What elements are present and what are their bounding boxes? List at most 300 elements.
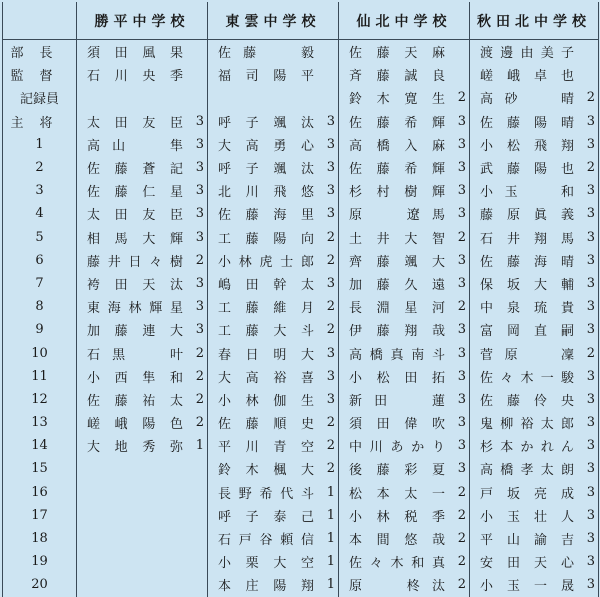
player-name: 佐 々 木 一 駿 [480, 370, 574, 386]
player-cell [470, 573, 599, 596]
player-cell [339, 318, 470, 341]
player-name: 杉 本 か れ ん [480, 440, 574, 456]
roster-row [3, 527, 599, 550]
roster-row [3, 202, 599, 225]
player-grade: 3 [195, 160, 204, 176]
player-cell [339, 411, 470, 434]
roster-row [3, 295, 599, 318]
player-cell [208, 481, 339, 504]
player-grade: 2 [457, 554, 466, 570]
player-cell [470, 504, 599, 527]
player-name: 伊 藤 翔 哉 [349, 324, 445, 340]
player-name: 平 川 青 空 [218, 440, 314, 456]
player-name: 原 遼 馬 [349, 208, 445, 224]
player-name: 小 林 虎 士 郎 [218, 254, 314, 270]
player-cell [77, 388, 208, 411]
player-cell [77, 133, 208, 156]
player-cell [208, 504, 339, 527]
player-cell [339, 226, 470, 249]
role-column-header [3, 2, 77, 40]
player-grade: 3 [457, 461, 466, 477]
player-name: 加 藤 連 大 [87, 324, 183, 340]
player-cell [208, 527, 339, 550]
player-grade: 2 [326, 322, 335, 338]
player-name: 原 柊 汰 [349, 579, 445, 595]
player-grade: 3 [195, 206, 204, 222]
player-cell [470, 63, 599, 86]
player-name: 小 玉 一 晟 [480, 579, 574, 595]
player-name: 石 戸 谷 頼 信 [218, 533, 314, 549]
player-name: 北 川 飛 悠 [218, 185, 314, 201]
player-name: 大 地 秀 弥 [87, 440, 183, 456]
player-grade: 3 [586, 206, 595, 222]
player-grade: 3 [586, 507, 595, 523]
player-cell [208, 295, 339, 318]
player-grade: 2 [326, 252, 335, 268]
roster-row [3, 40, 599, 64]
player-cell [208, 272, 339, 295]
player-cell [470, 434, 599, 457]
roster-row [3, 133, 599, 156]
roster-row [3, 110, 599, 133]
player-cell [77, 504, 208, 527]
player-cell [77, 249, 208, 272]
player-grade: 3 [457, 252, 466, 268]
player-cell [208, 156, 339, 179]
player-cell [77, 202, 208, 225]
player-name: 佐 藤 海 里 [218, 208, 314, 224]
school-header: 東雲中学校 [208, 2, 339, 40]
player-name: 高 橋 孝 太 朗 [480, 463, 574, 479]
player-cell [208, 573, 339, 596]
player-cell [339, 63, 470, 86]
player-name: 嵯 峨 陽 色 [87, 417, 183, 433]
school-header: 仙北中学校 [339, 2, 470, 40]
player-name: 佐 藤 天 麻 [349, 46, 445, 62]
player-grade: 3 [326, 160, 335, 176]
player-cell [77, 341, 208, 364]
player-cell [339, 202, 470, 225]
school-header: 勝平中学校 [77, 2, 208, 40]
player-name: 藤 井 日 々 樹 [87, 254, 183, 270]
player-name: 工 藤 維 月 [218, 301, 314, 317]
player-grade: 3 [457, 206, 466, 222]
player-cell [77, 63, 208, 86]
role-label: 13 [3, 411, 77, 434]
player-grade: 3 [457, 136, 466, 152]
player-name: 石 井 翔 馬 [480, 231, 574, 247]
player-cell [470, 411, 599, 434]
player-name: 石 黒 叶 [87, 347, 183, 363]
player-name: 小 玉 和 [480, 185, 574, 201]
player-cell [77, 40, 208, 64]
player-grade: 3 [586, 415, 595, 431]
player-cell [77, 110, 208, 133]
role-label: 8 [3, 295, 77, 318]
role-label: 16 [3, 481, 77, 504]
player-name: 藤 原 眞 義 [480, 208, 574, 224]
roster-row [3, 388, 599, 411]
roster-row [3, 318, 599, 341]
player-name: 高 山 隼 [87, 138, 183, 154]
role-label: 部長 [3, 40, 77, 64]
player-cell [339, 295, 470, 318]
player-name: 工 藤 陽 向 [218, 231, 314, 247]
role-label: 10 [3, 341, 77, 364]
player-cell [339, 573, 470, 596]
player-name: 東 海 林 輝 星 [87, 301, 183, 317]
player-cell [208, 110, 339, 133]
player-cell [470, 133, 599, 156]
player-grade: 3 [586, 391, 595, 407]
player-grade: 1 [326, 531, 335, 547]
player-name: 中 川 あ か り [349, 440, 445, 456]
player-name: 佐 藤 希 輝 [349, 115, 445, 131]
player-grade: 3 [586, 368, 595, 384]
role-label: 主将 [3, 110, 77, 133]
player-cell [77, 295, 208, 318]
player-cell [77, 365, 208, 388]
role-label: 20 [3, 573, 77, 596]
player-name: 佐 藤 蒼 記 [87, 162, 183, 178]
player-cell [339, 156, 470, 179]
player-cell [77, 573, 208, 596]
player-name: 小 西 隼 和 [87, 370, 183, 386]
player-grade: 3 [586, 531, 595, 547]
role-label: 記録員 [3, 86, 77, 109]
player-name: 佐 々 木 和 真 [349, 556, 445, 572]
school-header: 秋田北中学校 [470, 2, 599, 40]
player-name: 石 川 央 季 [87, 69, 183, 85]
player-name: 小 玉 壮 人 [480, 509, 574, 525]
player-name: 佐 藤 海 晴 [480, 254, 574, 270]
player-grade: 2 [457, 531, 466, 547]
player-name: 松 本 太 一 [349, 486, 445, 502]
player-grade: 3 [586, 554, 595, 570]
player-cell [339, 341, 470, 364]
player-name: 平 山 諭 吉 [480, 533, 574, 549]
player-cell [339, 86, 470, 109]
player-grade: 3 [457, 183, 466, 199]
player-grade: 3 [457, 415, 466, 431]
player-cell [470, 365, 599, 388]
player-grade: 2 [457, 484, 466, 500]
role-label: 18 [3, 527, 77, 550]
player-cell [470, 550, 599, 573]
player-grade: 2 [457, 229, 466, 245]
player-grade: 2 [457, 299, 466, 315]
header-row [3, 2, 599, 40]
player-name: 佐 藤 伶 央 [480, 393, 574, 409]
role-label: 5 [3, 226, 77, 249]
player-grade: 3 [586, 577, 595, 593]
player-grade: 3 [457, 368, 466, 384]
player-name: 新 田 蓮 [349, 393, 445, 409]
player-name: 大 高 勇 心 [218, 138, 314, 154]
player-grade: 1 [195, 438, 204, 454]
player-cell [208, 411, 339, 434]
player-cell [339, 133, 470, 156]
player-cell [208, 341, 339, 364]
roster-row [3, 573, 599, 596]
player-grade: 2 [586, 160, 595, 176]
player-name: 佐 藤 祐 太 [87, 393, 183, 409]
roster-row [3, 272, 599, 295]
player-name: 嶋 田 幹 太 [218, 277, 314, 293]
player-cell [339, 365, 470, 388]
role-label: 1 [3, 133, 77, 156]
player-cell [208, 63, 339, 86]
role-label: 11 [3, 365, 77, 388]
role-label: 15 [3, 457, 77, 480]
player-cell [470, 481, 599, 504]
player-grade: 3 [195, 322, 204, 338]
player-cell [470, 249, 599, 272]
player-name: 鈴 木 寛 生 [349, 92, 445, 108]
player-cell [208, 179, 339, 202]
player-grade: 3 [586, 229, 595, 245]
player-cell [208, 550, 339, 573]
role-label: 3 [3, 179, 77, 202]
player-cell [77, 226, 208, 249]
player-cell [208, 318, 339, 341]
player-name: 工 藤 大 斗 [218, 324, 314, 340]
player-cell [77, 527, 208, 550]
player-cell [77, 272, 208, 295]
player-name: 中 泉 琉 貴 [480, 301, 574, 317]
player-cell [208, 388, 339, 411]
player-grade: 3 [195, 183, 204, 199]
player-grade: 3 [586, 299, 595, 315]
player-grade: 3 [586, 275, 595, 291]
player-grade: 3 [326, 113, 335, 129]
player-grade: 3 [195, 299, 204, 315]
roster-row [3, 457, 599, 480]
player-grade: 3 [586, 461, 595, 477]
player-grade: 3 [457, 113, 466, 129]
player-name: 高 橋 入 麻 [349, 138, 445, 154]
player-cell [470, 179, 599, 202]
player-name: 杉 村 樹 輝 [349, 185, 445, 201]
player-cell [470, 202, 599, 225]
player-grade: 2 [586, 90, 595, 106]
player-cell [470, 86, 599, 109]
player-name: 呼 子 颯 汰 [218, 162, 314, 178]
role-label: 4 [3, 202, 77, 225]
player-cell [470, 318, 599, 341]
player-cell [77, 318, 208, 341]
player-cell [470, 156, 599, 179]
player-cell [208, 133, 339, 156]
player-name: 嵯 峨 卓 也 [480, 69, 574, 85]
player-grade: 2 [326, 299, 335, 315]
player-cell [339, 40, 470, 64]
player-cell [77, 434, 208, 457]
player-name: 斉 藤 誠 良 [349, 69, 445, 85]
player-grade: 2 [195, 368, 204, 384]
player-grade: 3 [326, 136, 335, 152]
role-label: 2 [3, 156, 77, 179]
player-grade: 2 [326, 229, 335, 245]
player-name: 大 高 裕 喜 [218, 370, 314, 386]
player-cell [470, 388, 599, 411]
player-grade: 2 [195, 345, 204, 361]
role-label: 7 [3, 272, 77, 295]
player-grade: 3 [326, 183, 335, 199]
player-cell [339, 481, 470, 504]
player-cell [339, 457, 470, 480]
player-grade: 2 [326, 415, 335, 431]
player-grade: 3 [195, 113, 204, 129]
player-name: 武 藤 陽 也 [480, 162, 574, 178]
player-name: 齊 藤 颯 大 [349, 254, 445, 270]
player-name: 加 藤 久 遠 [349, 277, 445, 293]
player-name: 本 庄 陽 翔 [218, 579, 314, 595]
player-cell [470, 457, 599, 480]
player-grade: 3 [586, 252, 595, 268]
player-name: 安 田 天 心 [480, 556, 574, 572]
player-cell [339, 504, 470, 527]
player-grade: 3 [457, 160, 466, 176]
player-cell [208, 434, 339, 457]
player-name: 保 坂 大 輔 [480, 277, 574, 293]
player-name: 相 馬 大 輝 [87, 231, 183, 247]
player-grade: 2 [586, 345, 595, 361]
player-grade: 3 [457, 275, 466, 291]
player-cell [77, 86, 208, 109]
player-grade: 3 [586, 136, 595, 152]
player-cell [77, 411, 208, 434]
player-grade: 3 [195, 275, 204, 291]
player-name: 太 田 友 臣 [87, 115, 183, 131]
player-name: 佐 藤 順 史 [218, 417, 314, 433]
player-cell [77, 457, 208, 480]
player-name: 佐 藤 毅 [218, 46, 314, 62]
player-cell [77, 481, 208, 504]
roster-row [3, 179, 599, 202]
role-label: 6 [3, 249, 77, 272]
player-grade: 3 [326, 368, 335, 384]
roster-row [3, 365, 599, 388]
player-name: 渡 邊 由 美 子 [480, 46, 574, 62]
player-cell [208, 86, 339, 109]
player-cell [470, 295, 599, 318]
player-name: 小 林 税 季 [349, 509, 445, 525]
player-cell [77, 550, 208, 573]
player-grade: 2 [326, 461, 335, 477]
player-name: 小 松 飛 翔 [480, 138, 574, 154]
player-name: 須 田 風 果 [87, 46, 183, 62]
player-name: 呼 子 泰 己 [218, 509, 314, 525]
player-name: 戸 坂 亮 成 [480, 486, 574, 502]
player-name: 小 栗 大 空 [218, 556, 314, 572]
player-grade: 3 [586, 438, 595, 454]
roster-row [3, 341, 599, 364]
player-grade: 3 [586, 183, 595, 199]
player-name: 長 淵 星 河 [349, 301, 445, 317]
player-grade: 1 [326, 507, 335, 523]
player-name: 呼 子 颯 汰 [218, 115, 314, 131]
player-name: 小 松 田 拓 [349, 370, 445, 386]
roster-row [3, 434, 599, 457]
player-grade: 3 [326, 391, 335, 407]
player-cell [208, 457, 339, 480]
player-grade: 3 [195, 229, 204, 245]
player-grade: 3 [586, 113, 595, 129]
player-grade: 2 [457, 90, 466, 106]
player-cell [208, 365, 339, 388]
roster-row [3, 86, 599, 109]
player-name: 佐 藤 仁 星 [87, 185, 183, 201]
roster-row [3, 156, 599, 179]
player-cell [339, 527, 470, 550]
roster-row [3, 504, 599, 527]
roster-row [3, 550, 599, 573]
player-cell [470, 110, 599, 133]
player-cell [339, 272, 470, 295]
player-cell [339, 179, 470, 202]
player-cell [470, 272, 599, 295]
player-name: 袴 田 天 汰 [87, 277, 183, 293]
player-grade: 2 [195, 415, 204, 431]
roster-row [3, 411, 599, 434]
player-grade: 2 [326, 438, 335, 454]
role-label: 9 [3, 318, 77, 341]
player-name: 高 砂 晴 [480, 92, 574, 108]
player-cell [339, 249, 470, 272]
roster-table [2, 2, 599, 597]
player-grade: 2 [457, 507, 466, 523]
player-grade: 3 [457, 438, 466, 454]
player-grade: 2 [195, 252, 204, 268]
player-cell [470, 226, 599, 249]
player-grade: 3 [326, 275, 335, 291]
player-cell [208, 40, 339, 64]
player-grade: 2 [457, 577, 466, 593]
player-cell [470, 341, 599, 364]
player-grade: 1 [326, 484, 335, 500]
roster-row [3, 249, 599, 272]
player-cell [339, 110, 470, 133]
role-label: 17 [3, 504, 77, 527]
player-name: 佐 藤 希 輝 [349, 162, 445, 178]
player-cell [77, 156, 208, 179]
player-name: 高 橋 真 南 斗 [349, 347, 445, 363]
role-label: 12 [3, 388, 77, 411]
player-name: 長 野 希 代 斗 [218, 486, 314, 502]
roster-row [3, 481, 599, 504]
role-label: 19 [3, 550, 77, 573]
player-cell [339, 388, 470, 411]
player-grade: 1 [326, 554, 335, 570]
player-cell [339, 550, 470, 573]
player-cell [339, 434, 470, 457]
player-grade: 3 [326, 206, 335, 222]
player-grade: 3 [457, 345, 466, 361]
player-name: 鬼 柳 裕 太 郎 [480, 417, 574, 433]
roster-row [3, 63, 599, 86]
player-cell [470, 527, 599, 550]
role-label: 監督 [3, 63, 77, 86]
player-name: 佐 藤 陽 晴 [480, 115, 574, 131]
player-cell [208, 202, 339, 225]
player-name: 後 藤 彩 夏 [349, 463, 445, 479]
player-cell [77, 179, 208, 202]
player-name: 福 司 陽 平 [218, 69, 314, 85]
player-cell [208, 226, 339, 249]
player-grade: 1 [326, 577, 335, 593]
player-name: 富 岡 直 嗣 [480, 324, 574, 340]
